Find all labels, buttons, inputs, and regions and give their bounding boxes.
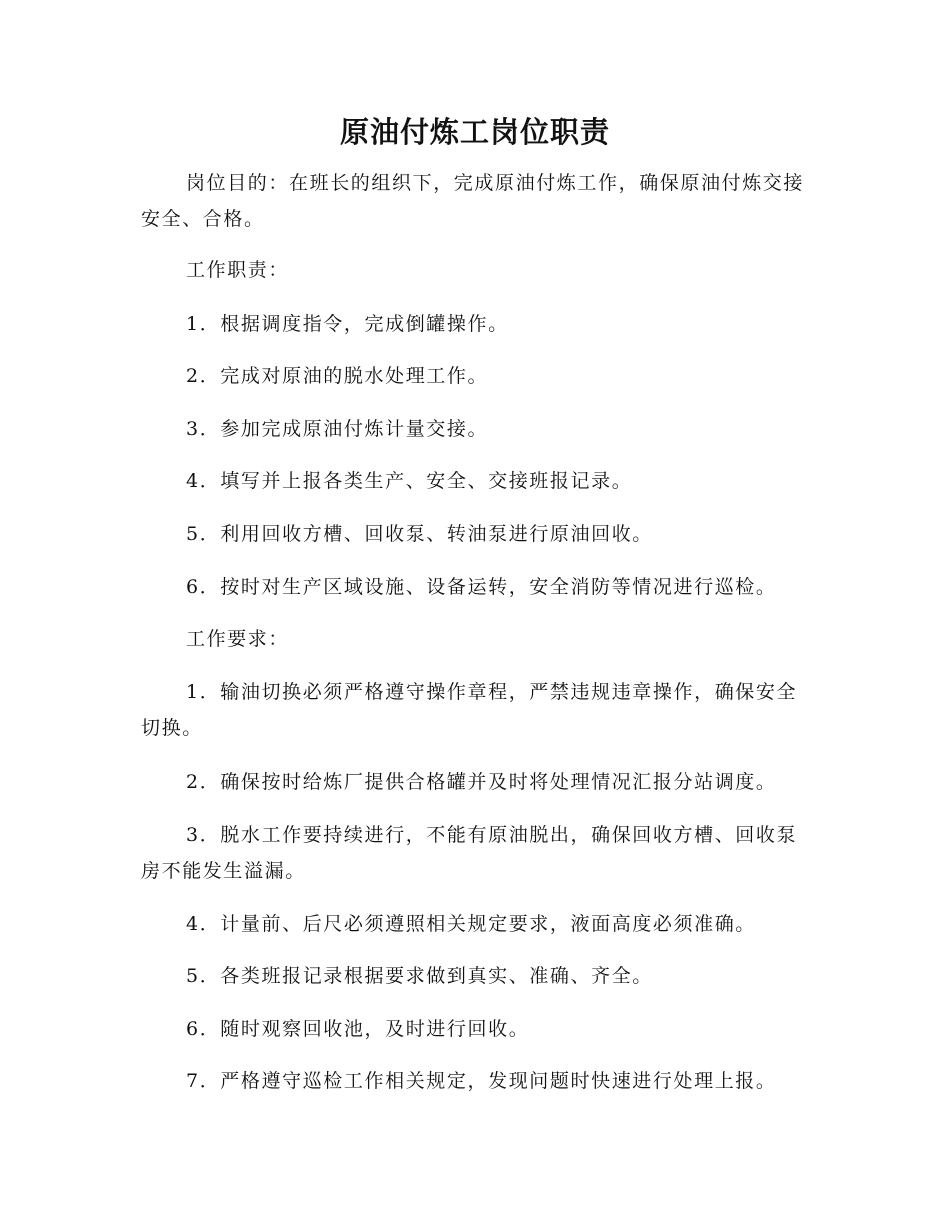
duty-item-2: 2．完成对原油的脱水处理工作。 xyxy=(186,365,489,387)
document-title: 原油付炼工岗位职责 xyxy=(339,115,610,149)
requirement-item-6: 6．随时观察回收池，及时进行回收。 xyxy=(186,1018,530,1040)
requirement-item-7: 7．严格遵守巡检工作相关规定，发现问题时快速进行处理上报。 xyxy=(186,1070,777,1092)
requirement-item-4: 4．计量前、后尺必须遵照相关规定要求，液面高度必须准确。 xyxy=(186,913,756,935)
requirement-item-3: 3．脱水工作要持续进行，不能有原油脱出，确保回收方槽、回收泵房不能发生溢漏。 xyxy=(141,824,798,882)
requirement-item-5: 5．各类班报记录根据要求做到真实、准确、齐全。 xyxy=(186,965,653,987)
duty-item-3: 3．参加完成原油付炼计量交接。 xyxy=(186,418,489,440)
duty-item-6: 6．按时对生产区域设施、设备运转，安全消防等情况进行巡检。 xyxy=(186,576,777,598)
requirements-heading: 工作要求： xyxy=(186,628,290,650)
requirement-item-2: 2．确保按时给炼厂提供合格罐并及时将处理情况汇报分站调度。 xyxy=(186,771,777,793)
duty-item-1: 1．根据调度指令，完成倒罐操作。 xyxy=(186,313,509,335)
duty-item-4: 4．填写并上报各类生产、安全、交接班报记录。 xyxy=(186,470,633,492)
purpose-paragraph: 岗位目的：在班长的组织下，完成原油付炼工作，确保原油付炼交接安全、合格。 xyxy=(141,172,805,230)
duty-item-5: 5．利用回收方槽、回收泵、转油泵进行原油回收。 xyxy=(186,523,653,545)
duties-heading: 工作职责： xyxy=(186,259,290,281)
requirement-item-1: 1．输油切换必须严格遵守操作章程，严禁违规违章操作，确保安全切换。 xyxy=(141,681,798,739)
